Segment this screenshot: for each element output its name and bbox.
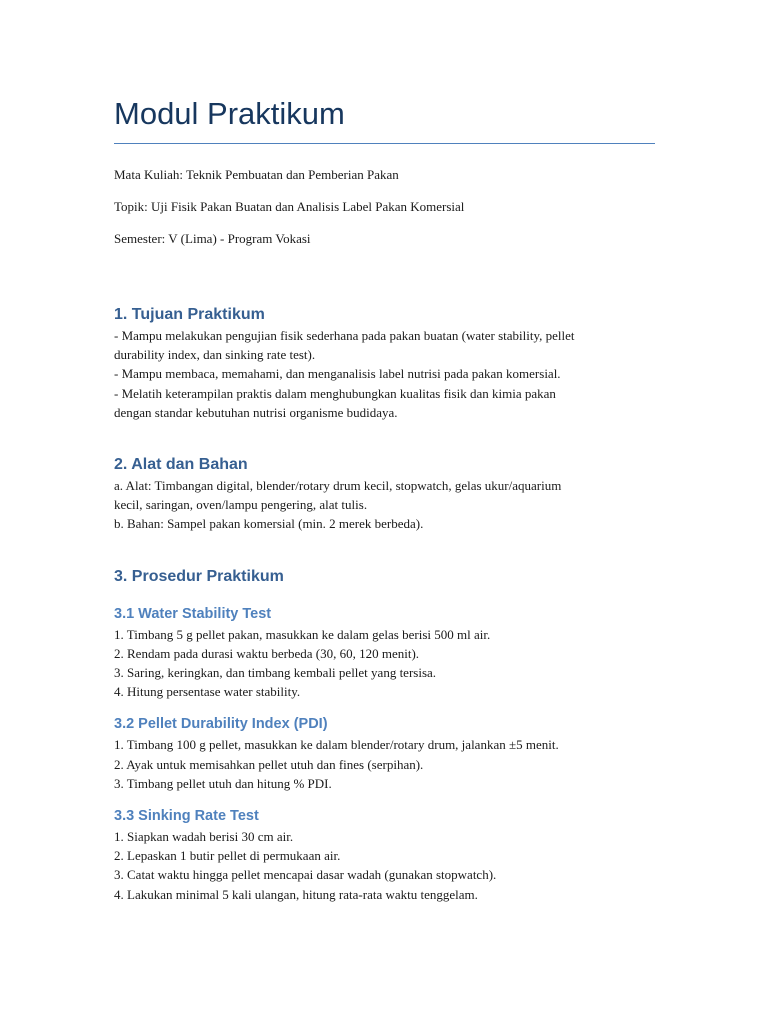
list-item: 1. Timbang 100 g pellet, masukkan ke dalam blender/rotary drum, jalankan ±5 menit. bbox=[114, 737, 559, 753]
document-body bbox=[114, 94, 655, 904]
document-title: Modul Praktikum bbox=[114, 94, 655, 144]
list-item: 2. Rendam pada durasi waktu berbeda (30, 60, 120 menit). bbox=[114, 645, 420, 661]
list-item: 4. Lakukan minimal 5 kali ulangan, hitung rata-rata waktu tenggelam. bbox=[114, 886, 478, 902]
text-line: kecil, saringan, oven/lampu pengering, alat tulis. bbox=[114, 497, 368, 513]
subsection-heading-sinking-rate: 3.3 Sinking Rate Test bbox=[114, 808, 259, 825]
text-line: - Mampu melakukan pengujian fisik sederhana pada pakan buatan (water stability, pellet bbox=[114, 328, 575, 343]
list-item: 3. Saring, keringkan, dan timbang kembali pellet yang tersisa. bbox=[114, 665, 437, 681]
subsection-heading-pdi: 3.2 Pellet Durability Index (PDI) bbox=[114, 716, 328, 733]
section-heading-prosedur: 3. Prosedur Praktikum bbox=[114, 567, 284, 585]
text-line: dengan standar kebutuhan nutrisi organisme budidaya. bbox=[114, 404, 398, 420]
section-tujuan-lines bbox=[114, 326, 655, 422]
list-item: 4. Hitung persentase water stability. bbox=[114, 684, 301, 700]
text-line: - Mampu membaca, memahami, dan menganalisis label nutrisi pada pakan komersial. bbox=[114, 366, 561, 382]
meta-topic: Topik: Uji Fisik Pakan Buatan dan Analisis Label Pakan Komersial bbox=[114, 199, 465, 214]
subsection-water-stability-lines bbox=[114, 625, 655, 702]
subsection-pdi-lines bbox=[114, 735, 655, 793]
section-heading-alat-bahan: 2. Alat dan Bahan bbox=[114, 456, 248, 474]
list-item: 2. Ayak untuk memisahkan pellet utuh dan fines (serpihan). bbox=[114, 756, 424, 772]
section-heading-tujuan: 1. Tujuan Praktikum bbox=[114, 306, 265, 323]
list-item: 2. Lepaskan 1 butir pellet di permukaan air. bbox=[114, 848, 341, 864]
meta-semester: Semester: V (Lima) - Program Vokasi bbox=[114, 231, 311, 246]
meta-course: Mata Kuliah: Teknik Pembuatan dan Pemberian Pakan bbox=[114, 167, 399, 182]
subsection-sinking-rate-lines bbox=[114, 827, 655, 904]
section-alat-bahan-lines bbox=[114, 476, 655, 534]
list-item: 1. Siapkan wadah berisi 30 cm air. bbox=[114, 829, 294, 845]
text-line: durability index, dan sinking rate test). bbox=[114, 347, 316, 363]
list-item: 1. Timbang 5 g pellet pakan, masukkan ke dalam gelas berisi 500 ml air. bbox=[114, 626, 491, 642]
text-line: - Melatih keterampilan praktis dalam menghubungkan kualitas fisik dan kimia pakan bbox=[114, 385, 556, 401]
text-line: b. Bahan: Sampel pakan komersial (min. 2 merek berbeda). bbox=[114, 516, 424, 532]
text-line: a. Alat: Timbangan digital, blender/rotary drum kecil, stopwatch, gelas ukur/aquarium bbox=[114, 478, 562, 494]
subsection-heading-water-stability: 3.1 Water Stability Test bbox=[114, 605, 272, 622]
list-item: 3. Catat waktu hingga pellet mencapai dasar wadah (gunakan stopwatch). bbox=[114, 867, 497, 883]
list-item: 3. Timbang pellet utuh dan hitung % PDI. bbox=[114, 775, 332, 791]
